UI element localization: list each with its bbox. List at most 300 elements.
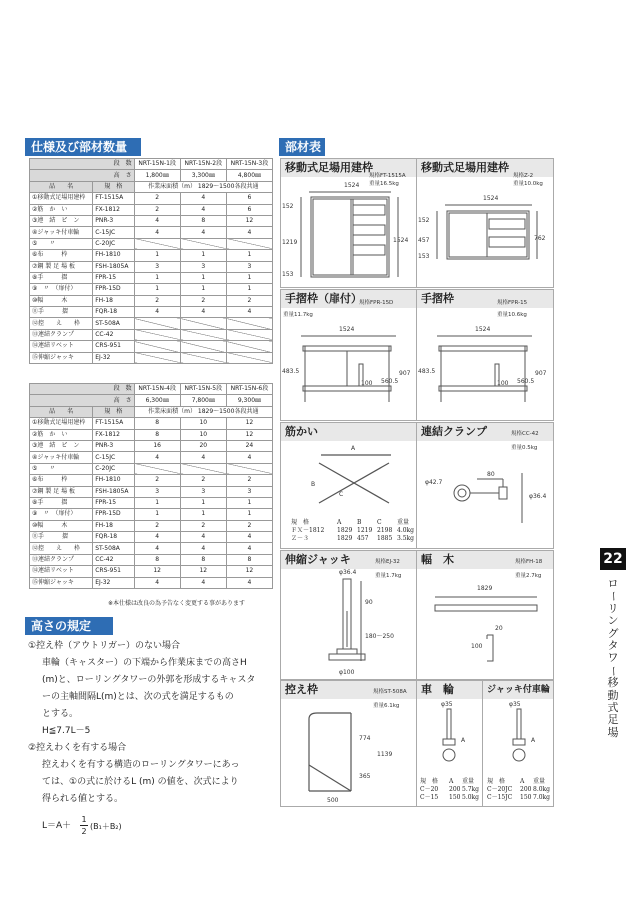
panel-spec: 規格CC-42 (511, 431, 539, 437)
table-cell: ⑨ 〃 （扉付） (30, 284, 93, 295)
panel-weight: 重量11.7kg (283, 312, 313, 318)
panel-weight: 重量10.0kg (513, 181, 543, 187)
table-cell: ⑭連結リベット (30, 566, 93, 577)
table-cell: 1 (180, 272, 226, 283)
handrail-drawing (417, 290, 553, 420)
table-cell: C-20JC (93, 463, 134, 474)
table-cell: C-15JC (93, 452, 134, 463)
table-cell: 4 (134, 307, 180, 318)
table-cell (134, 329, 180, 340)
table-cell (226, 318, 272, 329)
column-header: 規 格 (93, 181, 134, 192)
height-rule-1-line: とする。 (42, 709, 79, 719)
dim-label: 20 (495, 625, 503, 632)
table-cell: 12 (134, 566, 180, 577)
table-cell: 1 (226, 509, 272, 520)
table-row (30, 440, 273, 451)
dim-label: 762 (534, 235, 546, 242)
table-cell (226, 352, 272, 363)
wheel-cell: 5.0kg (462, 794, 480, 801)
model-cell: NRT-15N-4段 (134, 384, 180, 395)
table-cell: 24 (226, 440, 272, 451)
height-cell: 9,300㎜ (226, 395, 272, 406)
brace-head-cell: 規 格 (291, 519, 310, 526)
wheel-cell: C－15 (420, 794, 439, 801)
page-number: 22 (600, 548, 626, 570)
wheel-table-row (420, 786, 550, 794)
parts-section-title: 部材表 (279, 138, 325, 156)
dim-label: φ35 (509, 701, 521, 708)
wheel-spec-table (420, 778, 550, 802)
brace-cell: 2198 (377, 527, 393, 534)
dim-label: 90 (365, 599, 373, 606)
dim-label: 483.5 (282, 368, 300, 375)
table-cell: FT-1515A (93, 193, 134, 204)
panel-spec: 規格FH-18 (515, 559, 543, 565)
toeboard-drawing (417, 551, 553, 679)
area-value: 1829～1500各段共通 (197, 182, 259, 190)
dim-label: φ35 (441, 701, 453, 708)
table-row (30, 566, 273, 577)
table-cell: 4 (226, 307, 272, 318)
wheel-cell: 5.7kg (462, 786, 480, 793)
dim-label: 100 (471, 643, 483, 650)
area-label: 作業床面積（m） (148, 182, 196, 190)
brace-table-head (291, 519, 414, 527)
side-label-char: ン (607, 614, 619, 628)
side-label-char: リ (607, 601, 619, 615)
table-cell: 4 (134, 532, 180, 543)
table-row (30, 352, 273, 363)
panel-weight: 重量6.1kg (373, 703, 400, 709)
table-cell: 4 (180, 452, 226, 463)
table-cell: 4 (180, 227, 226, 238)
table-cell: FQR-18 (93, 307, 134, 318)
column-header: 品 名 (30, 406, 93, 417)
wheel-cell: 200 (520, 786, 532, 793)
wheel-cell: 7.0kg (533, 794, 551, 801)
wheel-head-cell: A (449, 778, 454, 785)
brace-table-row (291, 527, 414, 535)
side-label-char: グ (607, 626, 619, 640)
table-cell: ⑫控 え 枠 (30, 543, 93, 554)
area-value: 1829～1500各段共通 (197, 407, 259, 415)
height-cell: 4,800㎜ (226, 170, 272, 181)
side-label-char: タ (607, 639, 619, 653)
table-cell: 12 (180, 566, 226, 577)
dim-label: 1524 (475, 326, 491, 333)
table-cell: FH-18 (93, 520, 134, 531)
table-cell: 8 (180, 554, 226, 565)
table-cell: 4 (134, 215, 180, 226)
table-cell: 4 (226, 452, 272, 463)
table-cell: 1 (226, 284, 272, 295)
brace-cell: 1219 (357, 527, 373, 534)
table-cell: 8 (180, 215, 226, 226)
dim-label: φ42.7 (425, 479, 443, 486)
brace-spec-table (291, 519, 414, 543)
table-cell: FX-1812 (93, 204, 134, 215)
table-cell: 6 (226, 193, 272, 204)
table-cell: 4 (134, 543, 180, 554)
side-label-char: 動 (607, 688, 619, 702)
table-cell: CC-42 (93, 554, 134, 565)
table-cell: PNR-3 (93, 215, 134, 226)
table-cell: 8 (134, 554, 180, 565)
table-cell (134, 238, 180, 249)
dim-label: 1829 (477, 585, 493, 592)
table-cell: 2 (134, 520, 180, 531)
dim-label: A (351, 445, 356, 452)
table-cell: 1 (134, 497, 180, 508)
table-cell: 4 (134, 227, 180, 238)
table-row (30, 341, 273, 352)
table-cell: ⑪手 摺 (30, 532, 93, 543)
table-row (30, 463, 273, 474)
side-label-char: 式 (607, 701, 619, 715)
area-label: 作業床面積（m） (148, 407, 196, 415)
frame-drawing (417, 159, 553, 287)
dim-label: C (339, 491, 344, 498)
panel-handrail-door (280, 289, 417, 421)
wheel-table-row (420, 794, 550, 802)
table-cell (180, 463, 226, 474)
clamp-drawing (417, 423, 553, 548)
table-header: 高 さ (30, 395, 135, 406)
panel-spec: 規格FT-1515A (369, 173, 406, 179)
panel-title: 伸縮ジャッキ (281, 551, 416, 569)
table-cell: ⑩幅 木 (30, 520, 93, 531)
wheel-head-cell: 規 格 (487, 778, 506, 785)
brace-table-row (291, 535, 414, 543)
table-cell: 2 (134, 204, 180, 215)
table-cell: FH-1810 (93, 475, 134, 486)
table-cell: ⑮伸縮ジャッキ (30, 577, 93, 588)
table-row (30, 577, 273, 588)
table-row (30, 318, 273, 329)
table-cell: 4 (226, 577, 272, 588)
brace-cell: 1885 (377, 535, 393, 542)
panel-spec: 規格ST-508A (373, 689, 407, 695)
table-cell: ⑧手 摺 (30, 497, 93, 508)
panel-outrigger (280, 680, 417, 807)
table-row (30, 170, 273, 181)
wheel-cell: 8.0kg (533, 786, 551, 793)
table-cell: 2 (180, 475, 226, 486)
spec-table-1 (29, 158, 273, 364)
height-cell: 7,800㎜ (180, 395, 226, 406)
table-cell: 4 (180, 543, 226, 554)
table-cell: ⑥布 枠 (30, 475, 93, 486)
table-row (30, 204, 273, 215)
dim-label: 483.5 (418, 368, 436, 375)
dim-label: 774 (359, 735, 371, 742)
wheel-cell: C－15JC (487, 794, 513, 801)
table-cell: FH-1810 (93, 250, 134, 261)
wheel-cell: 150 (449, 794, 461, 801)
side-label-char: ロ (607, 577, 619, 590)
table-row (30, 532, 273, 543)
table-cell: 4 (180, 532, 226, 543)
table-cell: 4 (180, 307, 226, 318)
panel-brace (280, 422, 417, 549)
panel-spec: 規格EJ-32 (375, 559, 400, 565)
wheel-head-cell: A (520, 778, 525, 785)
dim-label: A (461, 737, 466, 744)
table-cell: 1 (134, 284, 180, 295)
table-cell: ⑦鋼 製 足 場 板 (30, 261, 93, 272)
table-cell: ⑭連結リベット (30, 341, 93, 352)
table-cell (134, 463, 180, 474)
panel-title: 手摺枠（扉付） (281, 290, 416, 308)
panel-title: 筋かい (281, 423, 416, 441)
table-cell: ③連 結 ピ ン (30, 440, 93, 451)
table-cell: C-15JC (93, 227, 134, 238)
table-cell: 1 (180, 250, 226, 261)
table-cell: FT-1515A (93, 418, 134, 429)
dim-label: φ100 (339, 669, 355, 676)
brace-cell: ＦＸ－1812 (291, 527, 325, 534)
height-cell: 1,800㎜ (134, 170, 180, 181)
height-rule-1-line: ーの主軸間隔L(m)とは、次の式を満足するもの (42, 692, 234, 702)
table-row (30, 475, 273, 486)
wheel-head-cell: 重量 (533, 778, 546, 785)
table-cell: FPR-15D (93, 284, 134, 295)
spec-note: ※本仕様は改良の為予告なく変更する事があります (108, 600, 246, 607)
dim-label: 1524 (393, 237, 409, 244)
table-cell: ST-508A (93, 543, 134, 554)
table-cell: 12 (226, 429, 272, 440)
table-cell: FX-1812 (93, 429, 134, 440)
dim-label: 80 (487, 471, 495, 478)
handrail-drawing (281, 290, 416, 420)
table-cell: 3 (180, 486, 226, 497)
wheel-cell: C－20JC (487, 786, 513, 793)
table-cell: FSH-1805A (93, 486, 134, 497)
panel-title: 控え枠 (281, 681, 416, 699)
outrigger-drawing (281, 681, 416, 806)
table-row (30, 193, 273, 204)
dim-label: φ36.4 (339, 569, 357, 576)
brace-cell: 1829 (337, 527, 353, 534)
table-cell: 6 (226, 204, 272, 215)
panel-jack (280, 550, 417, 680)
height-cell: 3,300㎜ (180, 170, 226, 181)
table-cell: ④ジャッキ付車輪 (30, 227, 93, 238)
panel-title: 手摺枠 (417, 290, 553, 308)
brace-cell: 3.5kg (397, 535, 415, 542)
wheel-cell: 150 (520, 794, 532, 801)
table-cell (226, 238, 272, 249)
table-cell: 3 (180, 261, 226, 272)
table-cell: 20 (180, 440, 226, 451)
table-row (30, 159, 273, 170)
table-cell: ⑧手 摺 (30, 272, 93, 283)
table-header: 段 数 (30, 384, 135, 395)
panel-weight: 重量0.5kg (511, 445, 538, 451)
panel-spec: 規格FPR-15D (359, 300, 394, 306)
brace-head-cell: B (357, 519, 362, 526)
table-row (30, 250, 273, 261)
fraction-numerator: 1 (81, 815, 87, 824)
table-cell: 4 (180, 577, 226, 588)
table-cell: 4 (180, 193, 226, 204)
table-row (30, 509, 273, 520)
table-cell (180, 341, 226, 352)
table-cell: ⑬連結クランプ (30, 329, 93, 340)
table-cell: ⑫控 え 枠 (30, 318, 93, 329)
table-cell: ①移動式足場用建枠 (30, 418, 93, 429)
panel-toeboard (416, 550, 554, 680)
table-cell: 3 (226, 486, 272, 497)
brace-cell: Ｚ－３ (291, 535, 310, 542)
table-cell: 1 (226, 497, 272, 508)
table-cell: ④ジャッキ付車輪 (30, 452, 93, 463)
panel-weight: 重量10.6kg (497, 312, 527, 318)
height-rule-2-formula-b: (B₁＋B₂) (90, 822, 122, 831)
side-label-char: 足 (607, 713, 619, 727)
table-cell: CRS-951 (93, 341, 134, 352)
table-cell: CC-42 (93, 329, 134, 340)
table-cell: 16 (134, 440, 180, 451)
table-row (30, 486, 273, 497)
panel-title: 幅 木 (417, 551, 553, 569)
table-cell: 1 (180, 509, 226, 520)
table-cell: 8 (226, 554, 272, 565)
table-row (30, 261, 273, 272)
table-cell (180, 352, 226, 363)
table-cell: 8 (134, 418, 180, 429)
side-label-char: ー (607, 591, 621, 603)
table-cell: EJ-32 (93, 352, 134, 363)
table-cell (180, 318, 226, 329)
table-row (30, 418, 273, 429)
brace-cell: 4.0kg (397, 527, 415, 534)
table-cell: ⑥布 枠 (30, 250, 93, 261)
side-label (603, 578, 623, 739)
table-cell: 10 (180, 418, 226, 429)
brace-head-cell: A (337, 519, 342, 526)
brace-cell: 457 (357, 535, 369, 542)
spec-section-title: 仕様及び部材数量 (25, 138, 141, 156)
model-cell: NRT-15N-5段 (180, 384, 226, 395)
table-cell: 4 (226, 543, 272, 554)
dim-label: 560.5 (381, 378, 399, 385)
table-cell: 12 (226, 215, 272, 226)
table-cell: PNR-3 (93, 440, 134, 451)
side-label-char: 移 (607, 676, 619, 690)
table-row (30, 295, 273, 306)
table-header: 段 数 (30, 159, 135, 170)
column-header: 規 格 (93, 406, 134, 417)
table-cell: ⑤ 〃 (30, 238, 93, 249)
table-cell: 1 (134, 272, 180, 283)
panel-weight: 重量1.7kg (375, 573, 402, 579)
dim-label: 180～250 (365, 633, 394, 640)
spec-table-2 (29, 383, 273, 589)
table-row (30, 406, 273, 417)
panel-spec: 規格FPR-15 (497, 300, 528, 306)
table-cell: 4 (226, 532, 272, 543)
height-rule-2-head: ②控えわくを有する場合 (28, 743, 127, 753)
panel-title: 移動式足場用建枠 (417, 159, 553, 177)
table-cell: 2 (134, 295, 180, 306)
brace-head-cell: C (377, 519, 382, 526)
table-cell: FPR-15D (93, 509, 134, 520)
table-row (30, 520, 273, 531)
wheel-head-cell: 重量 (462, 778, 475, 785)
dim-label: 1219 (282, 239, 298, 246)
side-label-char: ワ (607, 651, 619, 665)
side-label-char: ー (607, 665, 621, 677)
dim-label: 560.5 (517, 378, 535, 385)
area-cell (134, 406, 272, 417)
panel-weight: 重量2.7kg (515, 573, 542, 579)
table-row (30, 284, 273, 295)
dim-label: A (531, 737, 536, 744)
dim-label: 1524 (483, 195, 499, 202)
table-cell: 8 (134, 429, 180, 440)
model-cell: NRT-15N-3段 (226, 159, 272, 170)
table-cell: 2 (226, 295, 272, 306)
jack-drawing (281, 551, 416, 679)
wheel-table-head (420, 778, 550, 786)
model-cell: NRT-15N-1段 (134, 159, 180, 170)
table-row (30, 452, 273, 463)
brace-cell: 1829 (337, 535, 353, 542)
model-cell: NRT-15N-2段 (180, 159, 226, 170)
table-cell: ③連 結 ピ ン (30, 215, 93, 226)
table-cell (134, 352, 180, 363)
model-cell: NRT-15N-6段 (226, 384, 272, 395)
dim-label: B (311, 481, 316, 488)
fraction-denominator: 2 (81, 827, 87, 836)
height-rule-2-line: 控えわくを有する構造のローリングタワーにあっ (42, 760, 240, 770)
table-cell: ⑩幅 木 (30, 295, 93, 306)
panel-weight: 重量16.5kg (369, 181, 399, 187)
table-cell (180, 238, 226, 249)
table-row (30, 429, 273, 440)
panel-handrail (416, 289, 554, 421)
table-header: 高 さ (30, 170, 135, 181)
table-cell: ⑪手 摺 (30, 307, 93, 318)
height-cell: 6,300㎜ (134, 395, 180, 406)
table-cell: 10 (180, 429, 226, 440)
height-rule-2-formula: L＝A＋ (42, 821, 72, 831)
table-cell: C-20JC (93, 238, 134, 249)
table-cell: 1 (134, 509, 180, 520)
table-cell: ②筋 か い (30, 204, 93, 215)
panel-title: 連結クランプ (417, 423, 553, 441)
table-cell: 1 (180, 497, 226, 508)
table-cell: 4 (134, 577, 180, 588)
height-rule-2-line: 得られる値とする。 (42, 794, 124, 804)
panel-frame-ft1515a (280, 158, 417, 288)
table-cell: 1 (134, 250, 180, 261)
panel-title: ジャッキ付車輪 (483, 681, 553, 699)
dim-label: 907 (399, 370, 411, 377)
dim-label: 907 (535, 370, 547, 377)
table-cell: ⑦鋼 製 足 場 板 (30, 486, 93, 497)
table-cell (134, 318, 180, 329)
table-cell: FSH-1805A (93, 261, 134, 272)
table-cell: 2 (134, 475, 180, 486)
table-cell: 12 (226, 566, 272, 577)
area-cell (134, 181, 272, 192)
dim-label: 1139 (377, 751, 393, 758)
table-row (30, 238, 273, 249)
table-cell: ②筋 か い (30, 429, 93, 440)
